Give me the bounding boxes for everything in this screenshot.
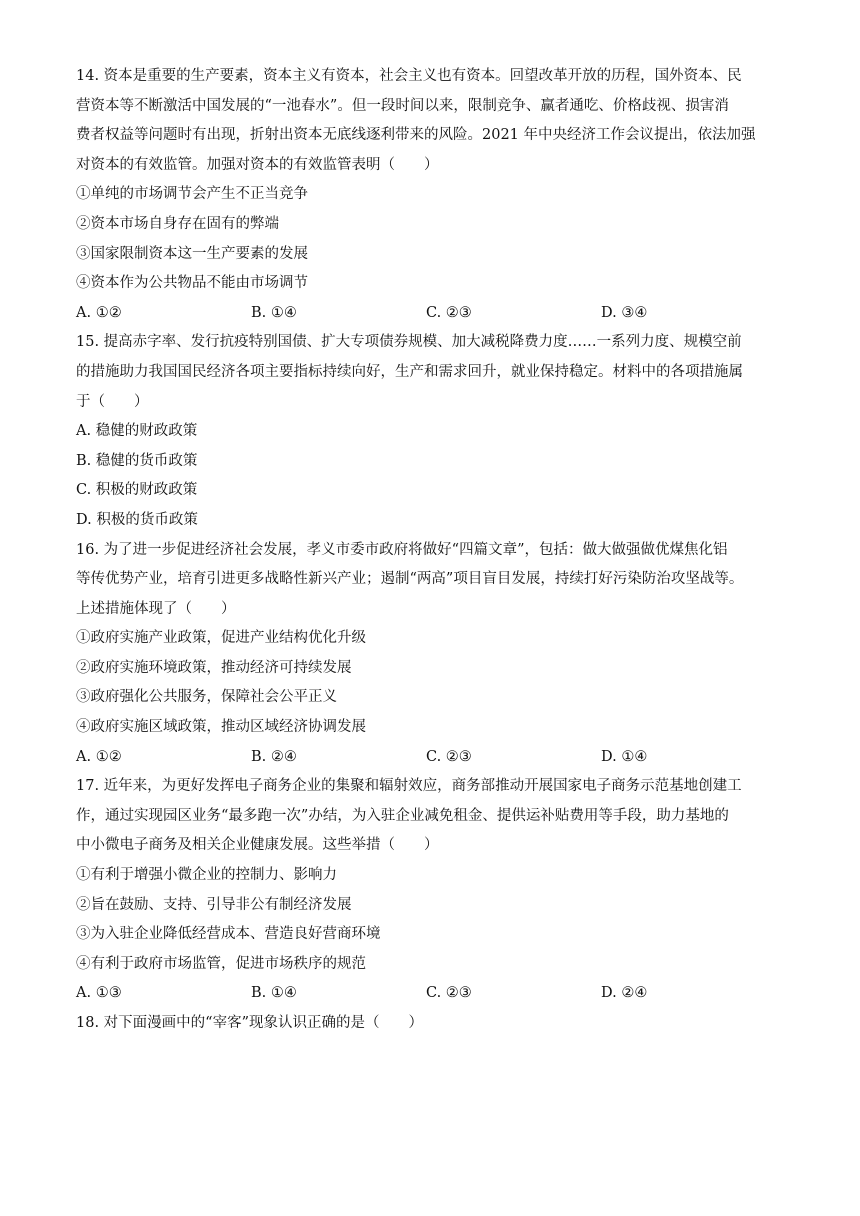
exam-page bbox=[76, 62, 788, 1039]
question-18 bbox=[76, 1009, 788, 1039]
answer-choice-c: C. ②③ bbox=[426, 304, 472, 321]
answer-choice-a: A. ①③ bbox=[76, 985, 122, 1002]
statement-option: ④资本作为公共物品不能由市场调节 bbox=[76, 275, 308, 292]
answer-choice-c: C. ②③ bbox=[426, 748, 472, 765]
question-stem-line: 营资本等不断激活中国发展的“一池春水”。但一段时间以来，限制竞争、赢者通吃、价格歧视、损害消 bbox=[76, 97, 729, 114]
answer-choices bbox=[76, 743, 788, 773]
answer-option: C. 积极的财政政策 bbox=[76, 482, 198, 499]
statement-option: ②政府实施环境政策，推动经济可持续发展 bbox=[76, 659, 352, 676]
question-stem-line: 中小微电子商务及相关企业健康发展。这些举措（ ） bbox=[76, 837, 439, 854]
statement-option: ④有利于政府市场监管，促进市场秩序的规范 bbox=[76, 955, 366, 972]
statement-option: ②旨在鼓励、支持、引导非公有制经济发展 bbox=[76, 896, 352, 913]
answer-choices bbox=[76, 979, 788, 1009]
question-stem-line: 对资本的有效监管。加强对资本的有效监管表明（ ） bbox=[76, 156, 439, 173]
statement-option: ②资本市场自身存在固有的弊端 bbox=[76, 215, 279, 232]
question-stem-line: 上述措施体现了（ ） bbox=[76, 600, 236, 617]
question-16 bbox=[76, 536, 788, 773]
answer-choice-d: D. ①④ bbox=[601, 748, 648, 765]
question-stem-line: 费者权益等问题时有出现，折射出资本无底线逐利带来的风险。2021 年中央经济工作会议提出，依法加强 bbox=[76, 127, 756, 144]
answer-option: A. 稳健的财政政策 bbox=[76, 423, 198, 440]
answer-choice-b: B. ②④ bbox=[251, 748, 297, 765]
question-stem-line: 15. 提高赤字率、发行抗疫特别国债、扩大专项债券规模、加大减税降费力度……一系列力度、规模空前 bbox=[76, 334, 742, 351]
answer-choice-b: B. ①④ bbox=[251, 304, 297, 321]
answer-choice-d: D. ②④ bbox=[601, 985, 648, 1002]
answer-choice-a: A. ①② bbox=[76, 304, 122, 321]
question-stem-line: 18. 对下面漫画中的“宰客”现象认识正确的是（ ） bbox=[76, 1015, 423, 1031]
question-stem-line: 16. 为了进一步促进经济社会发展，孝义市委市政府将做好“四篇文章”，包括：做大做强做优煤焦化铝 bbox=[76, 541, 728, 558]
statement-option: ①有利于增强小微企业的控制力、影响力 bbox=[76, 867, 337, 884]
statement-option: ①单纯的市场调节会产生不正当竞争 bbox=[76, 186, 308, 203]
question-17 bbox=[76, 772, 788, 1009]
question-14 bbox=[76, 62, 788, 328]
answer-choices bbox=[76, 299, 788, 329]
question-15 bbox=[76, 328, 788, 535]
answer-choice-c: C. ②③ bbox=[426, 985, 472, 1002]
statement-option: ③国家限制资本这一生产要素的发展 bbox=[76, 245, 308, 262]
question-stem-line: 17. 近年来，为更好发挥电子商务企业的集聚和辐射效应，商务部推动开展国家电子商务示范基地创建工 bbox=[76, 778, 742, 795]
answer-choice-a: A. ①② bbox=[76, 748, 122, 765]
question-stem-line: 14. 资本是重要的生产要素，资本主义有资本，社会主义也有资本。回望改革开放的历程，国外资本、民 bbox=[76, 68, 742, 84]
question-stem-line: 的措施助力我国国民经济各项主要指标持续向好，生产和需求回升，就业保持稳定。材料中的各项措施属 bbox=[76, 363, 743, 380]
answer-choice-d: D. ③④ bbox=[601, 304, 648, 321]
statement-option: ①政府实施产业政策，促进产业结构优化升级 bbox=[76, 630, 366, 647]
question-stem-line: 于（ ） bbox=[76, 393, 149, 410]
question-stem-line: 等传优势产业，培育引进更多战略性新兴产业；遏制“两高”项目盲目发展，持续打好污染防治攻坚战等。 bbox=[76, 571, 744, 588]
question-stem-line: 作，通过实现园区业务“最多跑一次”办结，为入驻企业减免租金、提供运补贴费用等手段，助力基地的 bbox=[76, 807, 729, 824]
answer-option: D. 积极的货币政策 bbox=[76, 511, 198, 528]
statement-option: ③为入驻企业降低经营成本、营造良好营商环境 bbox=[76, 926, 381, 943]
answer-option: B. 稳健的货币政策 bbox=[76, 452, 198, 469]
answer-choice-b: B. ①④ bbox=[251, 985, 297, 1002]
statement-option: ③政府强化公共服务，保障社会公平正义 bbox=[76, 689, 337, 706]
statement-option: ④政府实施区域政策，推动区域经济协调发展 bbox=[76, 719, 366, 736]
